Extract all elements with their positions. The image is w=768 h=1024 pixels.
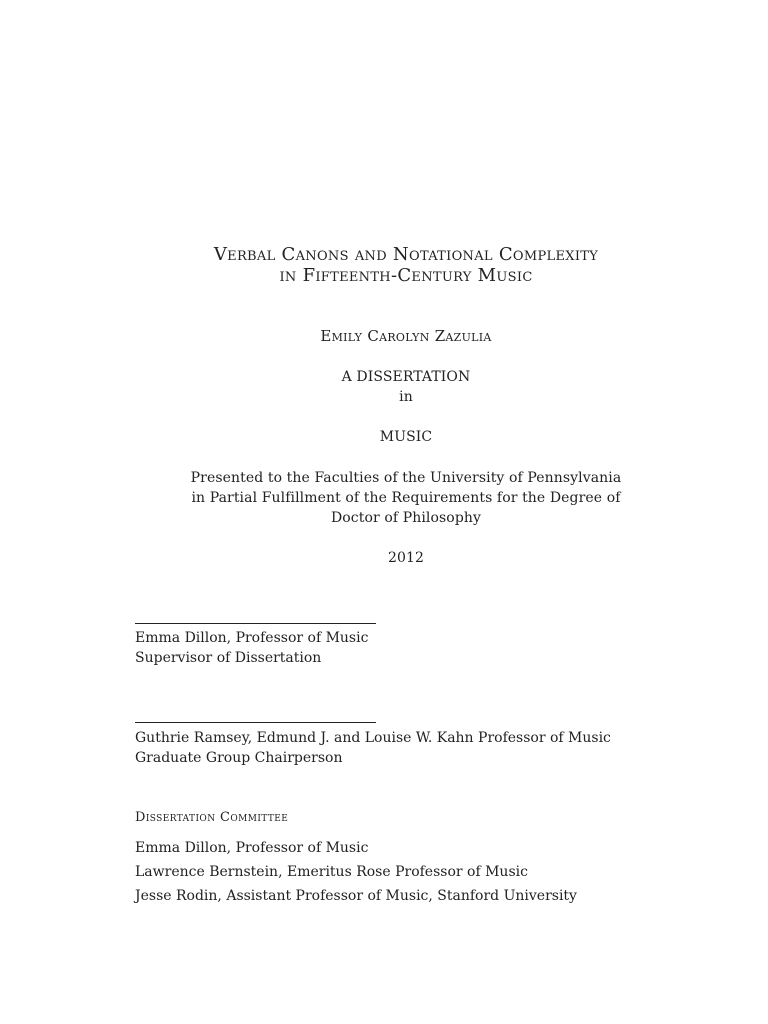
chair-role: Graduate Group Chairperson — [135, 750, 343, 766]
supervisor-name: Emma Dillon, Professor of Music — [135, 630, 369, 646]
supervisor-block — [135, 628, 368, 668]
dissertation-in: in — [399, 389, 413, 405]
presented-line-2: in Partial Fulfillment of the Requirements for the Degree of — [191, 490, 621, 506]
dissertation-field: MUSIC — [379, 429, 433, 445]
presented-line-1: Presented to the Faculties of the University of Pennsylvania — [190, 470, 622, 486]
title-line-1: Verbal Canons and Notational Complexity — [213, 244, 599, 265]
presented-line-3: Doctor of Philosophy — [330, 510, 482, 526]
committee-list — [135, 836, 577, 908]
author-name: Emily Carolyn Zazulia — [320, 327, 492, 345]
chair-block — [135, 728, 611, 768]
committee-member: Emma Dillon, Professor of Music — [135, 840, 369, 856]
dissertation-label: A DISSERTATION — [341, 369, 471, 385]
committee-heading: Dissertation Committee — [135, 810, 289, 825]
dissertation-title — [22, 244, 768, 286]
dissertation-label-block — [22, 367, 768, 407]
committee-member: Jesse Rodin, Assistant Professor of Music, Stanford University — [135, 888, 577, 904]
title-line-2: in Fifteenth-Century Music — [279, 265, 533, 286]
year: 2012 — [387, 550, 425, 566]
presented-statement — [22, 468, 768, 528]
chair-signature-line — [135, 722, 376, 723]
supervisor-role: Supervisor of Dissertation — [135, 650, 322, 666]
chair-name: Guthrie Ramsey, Edmund J. and Louise W. Kahn Professor of Music — [135, 730, 611, 746]
committee-member: Lawrence Bernstein, Emeritus Rose Professor of Music — [135, 864, 528, 880]
supervisor-signature-line — [135, 623, 376, 624]
